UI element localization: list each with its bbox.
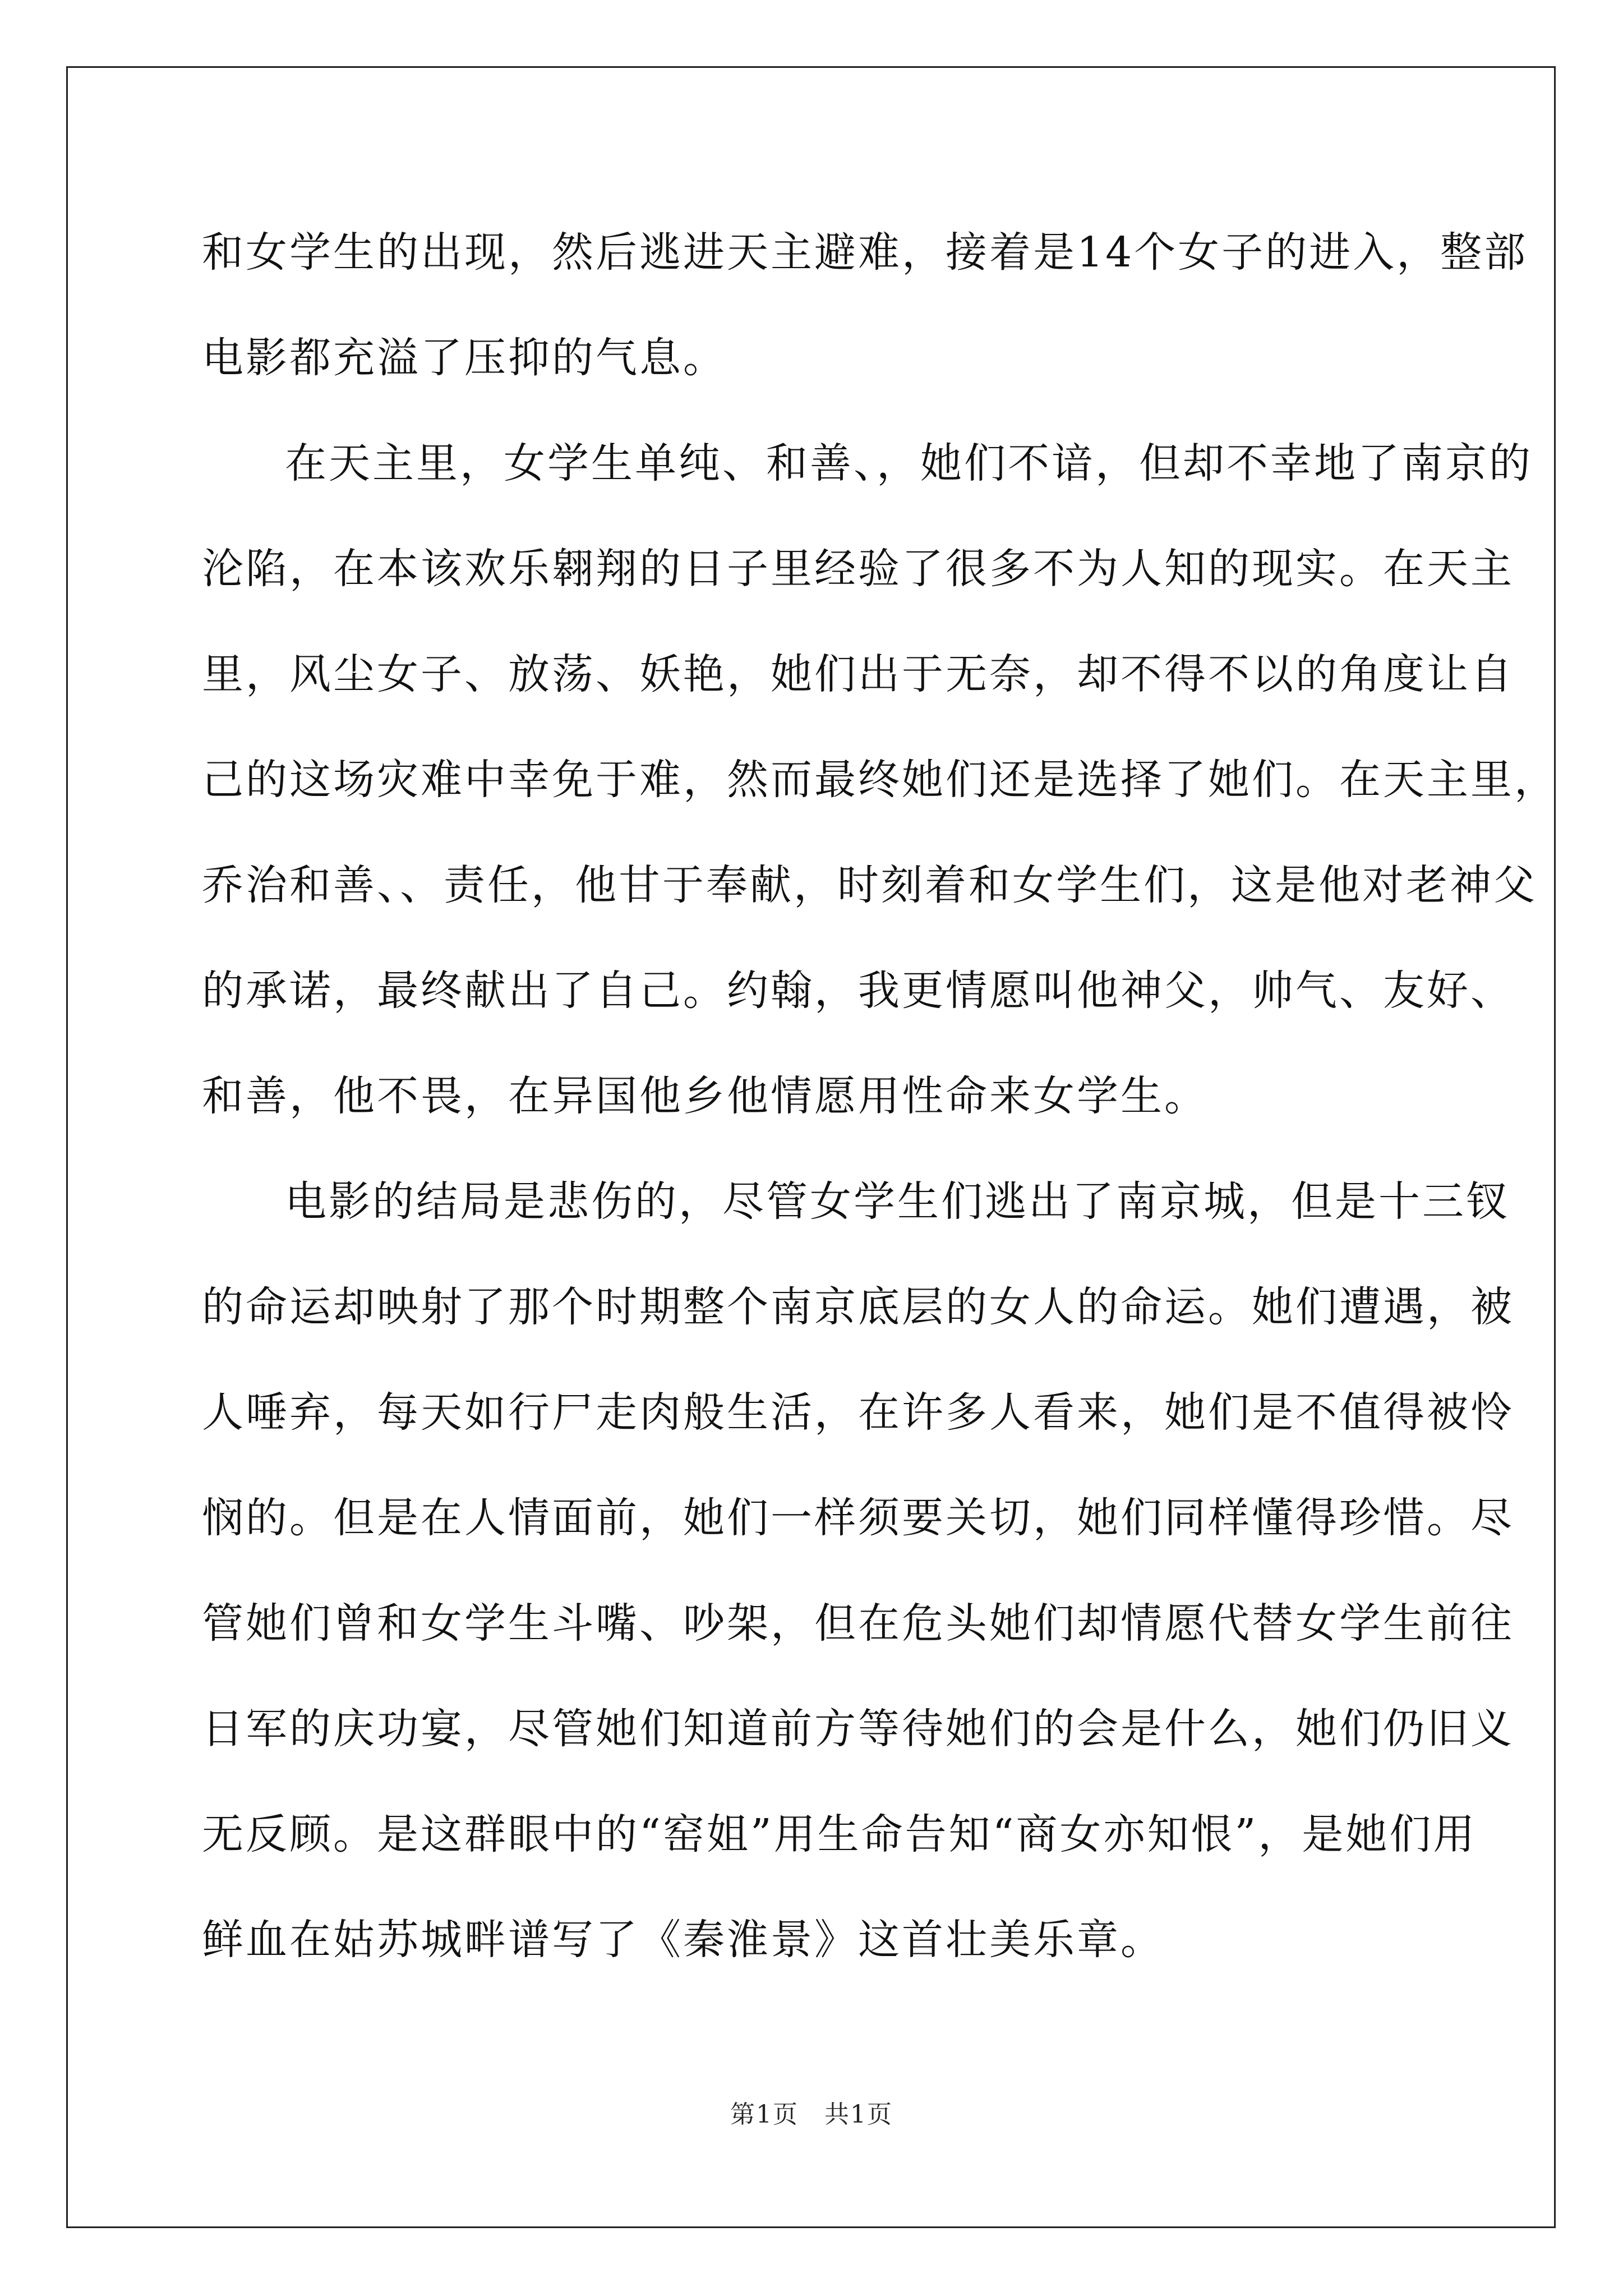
text-line: 和善，他不畏，在异国他乡他情愿用性命来女学生。: [202, 1072, 1208, 1120]
page-number-footer: 第1页 共1页: [730, 2100, 893, 2129]
text-line: 乔治和善、、责任，他甘于奉献，时刻着和女学生们，这是他对老神父: [202, 861, 1537, 909]
text-line: 电影都充溢了压抑的气息。: [202, 334, 727, 382]
text-line: 日军的庆功宴，尽管她们知道前方等待她们的会是什么，她们仍旧义: [202, 1705, 1514, 1753]
text-line: 的承诺，最终献出了自己。约翰，我更情愿叫他神父，帅气、友好、: [202, 967, 1514, 1015]
text-line: 管她们曾和女学生斗嘴、吵架，但在危头她们却情愿代替女学生前往: [202, 1599, 1514, 1648]
text-line: 里，风尘女子、放荡、妖艳，她们出于无奈，却不得不以的角度让自: [202, 650, 1514, 698]
text-line: 的命运却映射了那个时期整个南京底层的女人的命运。她们遭遇，被: [202, 1283, 1514, 1331]
text-line: 无反顾。是这群眼中的“窑姐”用生命告知“商女亦知恨”，是她们用: [202, 1810, 1477, 1858]
paragraph-start-line: 电影的结局是悲伤的，尽管女学生们逃出了南京城，但是十三钗: [285, 1177, 1510, 1226]
text-line: 己的这场灾难中幸免于难，然而最终她们还是选择了她们。在天主里，: [202, 756, 1558, 804]
text-line: 沦陷，在本该欢乐翱翔的日子里经验了很多不为人知的现实。在天主: [202, 545, 1514, 593]
text-line: 人唾弃，每天如行尸走肉般生活，在许多人看来，她们是不值得被怜: [202, 1388, 1514, 1437]
text-line: 和女学生的出现，然后逃进天主避难，接着是14个女子的进入，整部: [202, 228, 1528, 277]
paragraph-start-line: 在天主里，女学生单纯、和善、，她们不谙，但却不幸地了南京的: [285, 439, 1533, 487]
document-body: [202, 219, 1558, 2012]
text-line: 鲜血在姑苏城畔谱写了《秦淮景》这首壮美乐章。: [202, 1916, 1164, 1964]
text-line: 悯的。但是在人情面前，她们一样须要关切，她们同样懂得珍惜。尽: [202, 1494, 1514, 1542]
